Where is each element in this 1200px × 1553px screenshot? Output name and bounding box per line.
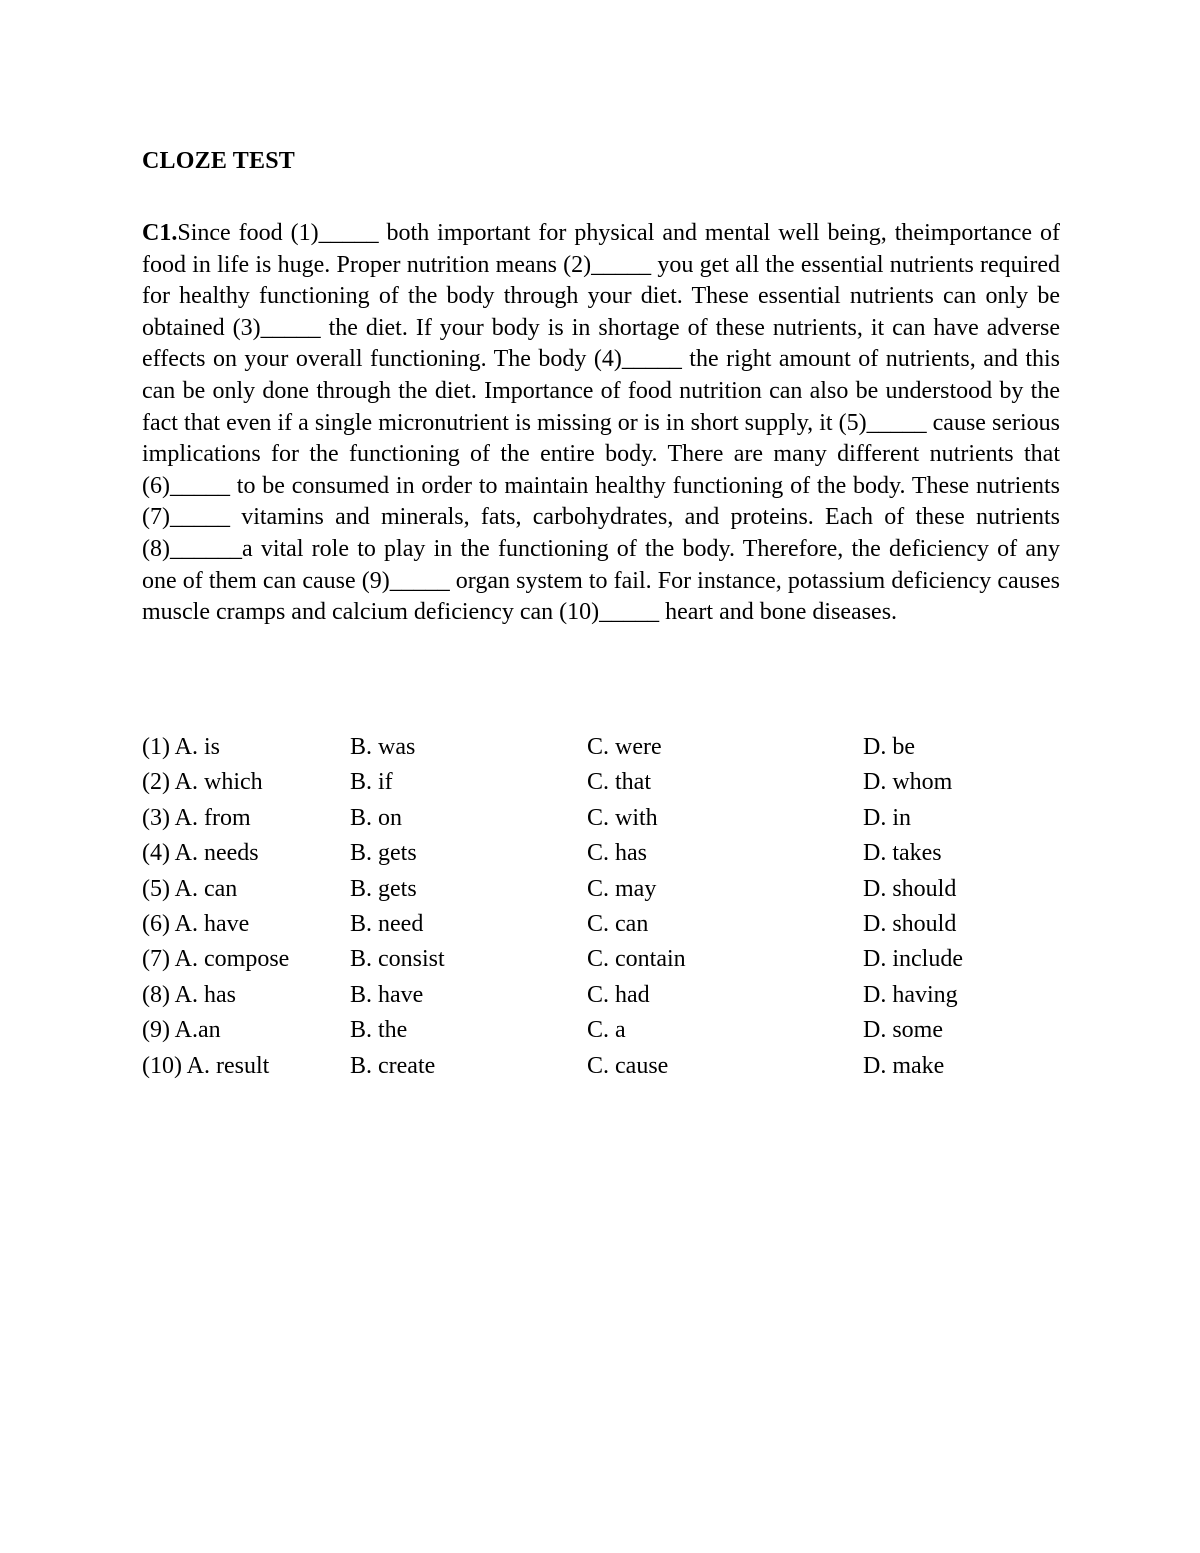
option-a: (9) A.an [142, 1017, 221, 1044]
option-row [142, 907, 1060, 942]
option-a: (6) A. have [142, 910, 250, 937]
option-a: (8) A. has [142, 981, 236, 1008]
option-b: B. on [350, 804, 403, 831]
question-label: C1. [142, 220, 178, 246]
option-b: B. have [350, 981, 424, 1008]
option-row [142, 942, 1060, 977]
option-b: B. if [350, 769, 393, 796]
option-d: D. takes [863, 840, 942, 867]
option-c: C. may [587, 875, 657, 902]
option-b: B. need [350, 910, 424, 937]
option-d: D. some [863, 1017, 943, 1044]
option-row [142, 765, 1060, 800]
option-c: C. can [587, 910, 649, 937]
option-a: (1) A. is [142, 734, 220, 760]
option-d: D. should [863, 910, 957, 937]
option-row [142, 1049, 1060, 1084]
option-row [142, 836, 1060, 871]
option-row [142, 872, 1060, 907]
option-c: C. a [587, 1017, 626, 1044]
option-row [142, 801, 1060, 836]
option-row [142, 1013, 1060, 1048]
option-a: (7) A. compose [142, 946, 290, 973]
option-d: D. include [863, 946, 963, 973]
option-b: B. consist [350, 946, 445, 973]
option-c: C. that [587, 769, 651, 796]
option-c: C. were [587, 734, 662, 760]
option-row [142, 978, 1060, 1013]
option-a: (10) A. result [142, 1052, 270, 1079]
option-d: D. should [863, 875, 957, 902]
option-d: D. whom [863, 769, 953, 796]
option-a: (3) A. from [142, 804, 251, 831]
option-b: B. was [350, 734, 416, 760]
cloze-passage [142, 218, 1060, 629]
option-b: B. gets [350, 840, 417, 867]
option-d: D. having [863, 981, 958, 1008]
passage-text: Since food (1)_____ both important for physical and mental well being, theimportance of food in life is huge. Proper nutrition means (2)_____ you get all the essential nutrients required for healthy functioning of the body through your diet. These essential nutrients can only be obtained (3)_____ the diet. If your body is in shortage of these nutrients, it can have adverse effects on your overall functioning. The body (4)_____ the right amount of nutrients, and this can be only done through the diet. Importance of food nutrition can also be understood by the fact that even if a single micronutrient is missing or is in short supply, it (5)_____ cause serious implications for the functioning of the entire body. There are many different nutrients that (6)_____ to be consumed in order to maintain healthy functioning of the body. These nutrients (7)_____ vitamins and minerals, fats, carbohydrates, and proteins. Each of these nutrients (8)______a vital role to play in the functioning of the body. Therefore, the deficiency of any one of them can cause (9)_____ organ system to fail. For instance, potassium deficiency causes muscle cramps and calcium deficiency can (10)_____ heart and bone diseases. [142, 220, 1060, 626]
option-d: D. in [863, 804, 911, 831]
option-b: B. the [350, 1017, 408, 1044]
option-d: D. make [863, 1052, 945, 1079]
option-a: (2) A. which [142, 769, 263, 796]
option-c: C. cause [587, 1052, 669, 1079]
option-c: C. has [587, 840, 647, 867]
option-b: B. create [350, 1052, 436, 1079]
option-a: (4) A. needs [142, 840, 259, 867]
option-row [142, 730, 1060, 765]
answer-options-table [142, 730, 1060, 1084]
option-b: B. gets [350, 875, 417, 902]
option-c: C. with [587, 804, 658, 831]
page-title: CLOZE TEST [142, 148, 295, 174]
option-c: C. contain [587, 946, 686, 973]
option-d: D. be [863, 734, 915, 760]
option-a: (5) A. can [142, 875, 238, 902]
option-c: C. had [587, 981, 650, 1008]
